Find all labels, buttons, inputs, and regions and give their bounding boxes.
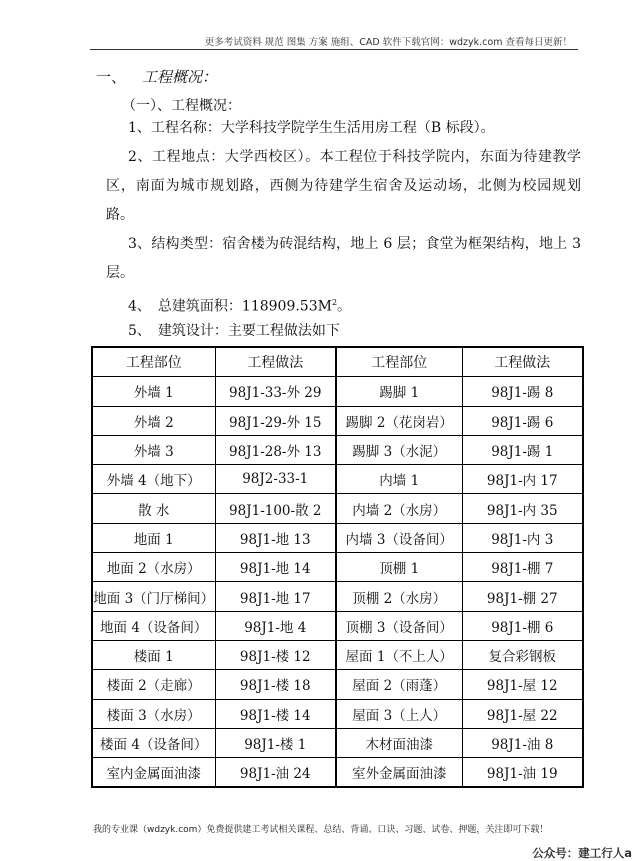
part-cell: 踢脚 2（花岗岩） xyxy=(336,406,462,435)
table-row xyxy=(92,728,583,757)
method-cell: 98J1-屋 12 xyxy=(462,670,583,699)
method-cell: 98J1-楼 1 xyxy=(215,728,336,757)
method-cell: 98J1-棚 6 xyxy=(462,611,583,640)
table-row xyxy=(92,494,583,523)
section-heading xyxy=(96,66,217,87)
method-cell: 98J1-地 13 xyxy=(215,523,336,552)
part-cell: 地面 1 xyxy=(92,523,215,552)
table-row xyxy=(92,406,583,435)
part-cell: 顶棚 3（设备间） xyxy=(336,611,462,640)
paragraph-architectural-design: 5、 建筑设计：主要工程做法如下 xyxy=(128,323,340,339)
part-cell: 顶棚 2（水房） xyxy=(336,582,462,611)
method-cell: 98J1-28-外 13 xyxy=(215,435,336,464)
table-row xyxy=(92,758,583,788)
header-cell-part-2: 工程部位 xyxy=(336,347,462,377)
table-row xyxy=(92,582,583,611)
part-cell: 内墙 3（设备间） xyxy=(336,523,462,552)
table-row xyxy=(92,523,583,552)
method-cell: 98J1-踢 1 xyxy=(462,435,583,464)
part-cell: 楼面 3（水房） xyxy=(92,699,215,728)
watermark-text: 公众号：建工行人a xyxy=(532,846,632,860)
part-cell: 楼面 4（设备间） xyxy=(92,728,215,757)
subsection-heading: （一）、工程概况： xyxy=(122,98,241,114)
method-cell: 98J1-棚 7 xyxy=(462,553,583,582)
page-header xyxy=(0,30,638,50)
part-cell: 外墙 3 xyxy=(92,435,215,464)
table-row xyxy=(92,699,583,728)
method-cell: 98J1-油 19 xyxy=(462,758,583,788)
table-row xyxy=(92,611,583,640)
page-footer: 我的专业课（wdzyk.com）免费提供建工考试相关课程、总结、背诵、口诀、习题、试卷、押题，关注即可下载！ xyxy=(93,825,549,835)
part-cell: 楼面 1 xyxy=(92,640,215,669)
part-cell: 屋面 3（上人） xyxy=(336,699,462,728)
section-number: 一、 xyxy=(96,68,127,86)
method-cell: 98J1-踢 8 xyxy=(462,377,583,406)
header-cell-method-1: 工程做法 xyxy=(215,347,336,377)
part-cell: 外墙 1 xyxy=(92,377,215,406)
method-cell: 98J1-内 3 xyxy=(462,523,583,552)
part-cell: 内墙 1 xyxy=(336,465,462,494)
method-cell: 98J1-棚 27 xyxy=(462,582,583,611)
method-cell: 98J2-33-1 xyxy=(215,465,336,494)
header-cell-method-2: 工程做法 xyxy=(462,347,583,377)
area-prefix: 4、 总建筑面积：118909.53M xyxy=(128,298,332,315)
table-row xyxy=(92,553,583,582)
part-cell: 内墙 2（水房） xyxy=(336,494,462,523)
area-suffix: 。 xyxy=(337,298,352,315)
method-cell: 98J1-100-散 2 xyxy=(215,494,336,523)
table-row xyxy=(92,640,583,669)
section-title: 工程概况： xyxy=(142,68,218,86)
header-cell-part-1: 工程部位 xyxy=(92,347,215,377)
table-header-row xyxy=(92,347,583,377)
paragraph-project-location: 2、工程地点：大学西校区）。本工程位于科技学院内，东面为待建教学区，南面为城市规划路，西侧为待建学生宿舍及运动场，北侧为校园规划路。 xyxy=(106,149,581,223)
part-cell: 木材面油漆 xyxy=(336,728,462,757)
part-cell: 室内金属面油漆 xyxy=(92,758,215,788)
part-cell: 屋面 1（不上人） xyxy=(336,640,462,669)
part-cell: 踢脚 1 xyxy=(336,377,462,406)
method-cell: 98J1-油 24 xyxy=(215,758,336,788)
table-row xyxy=(92,377,583,406)
method-cell: 98J1-踢 6 xyxy=(462,406,583,435)
part-cell: 室外金属面油漆 xyxy=(336,758,462,788)
construction-method-table xyxy=(91,346,584,788)
part-cell: 地面 4（设备间） xyxy=(92,611,215,640)
part-cell: 散 水 xyxy=(92,494,215,523)
method-cell: 98J1-33-外 29 xyxy=(215,377,336,406)
table-row xyxy=(92,670,583,699)
method-cell: 98J1-内 35 xyxy=(462,494,583,523)
paragraph-structure-type: 3、结构类型：宿舍楼为砖混结构，地上 6 层；食堂为框架结构，地上 3 层。 xyxy=(106,236,581,281)
method-cell: 98J1-屋 22 xyxy=(462,699,583,728)
table-row xyxy=(92,435,583,464)
method-cell: 98J1-地 17 xyxy=(215,582,336,611)
part-cell: 踢脚 3（水泥） xyxy=(336,435,462,464)
part-cell: 外墙 4（地下） xyxy=(92,465,215,494)
method-cell: 98J1-楼 18 xyxy=(215,670,336,699)
part-cell: 楼面 2（走廊） xyxy=(92,670,215,699)
method-cell: 98J1-楼 12 xyxy=(215,640,336,669)
part-cell: 屋面 2（雨蓬） xyxy=(336,670,462,699)
table-body xyxy=(92,377,583,788)
method-cell: 98J1-楼 14 xyxy=(215,699,336,728)
method-cell: 98J1-内 17 xyxy=(462,465,583,494)
method-cell: 复合彩钢板 xyxy=(462,640,583,669)
header-rule xyxy=(90,49,578,50)
table-row xyxy=(92,465,583,494)
method-cell: 98J1-地 14 xyxy=(215,553,336,582)
paragraph-project-name: 1、工程名称：大学科技学院学生生活用房工程（B 标段）。 xyxy=(128,120,495,136)
area-superscript: 2 xyxy=(331,298,338,307)
part-cell: 地面 3（门厅梯间） xyxy=(92,582,215,611)
part-cell: 外墙 2 xyxy=(92,406,215,435)
part-cell: 顶棚 1 xyxy=(336,553,462,582)
method-cell: 98J1-29-外 15 xyxy=(215,406,336,435)
header-text: 更多考试资料 规范 图集 方案 施组、CAD 软件下载官网：wdzyk.com 查看每日更新！ xyxy=(204,37,572,48)
part-cell: 地面 2（水房） xyxy=(92,553,215,582)
method-cell: 98J1-油 8 xyxy=(462,728,583,757)
method-cell: 98J1-地 4 xyxy=(215,611,336,640)
